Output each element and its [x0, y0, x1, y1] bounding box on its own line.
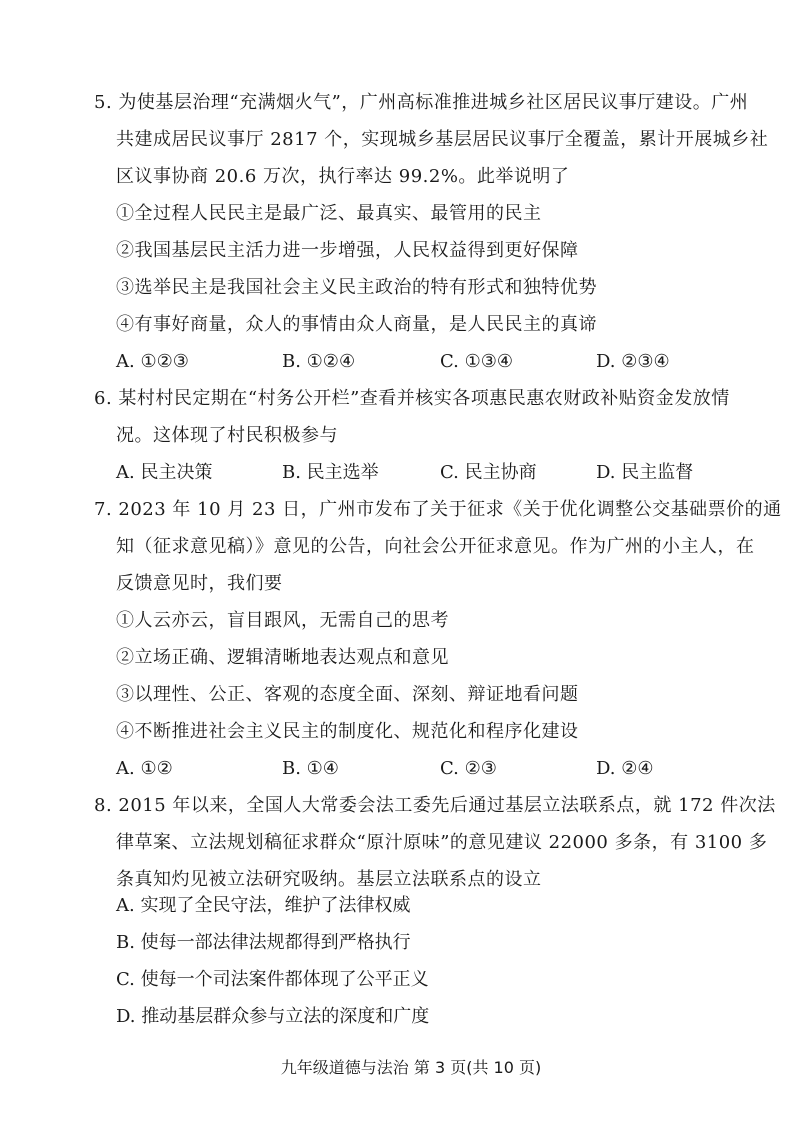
question-6-option-c: C. 民主协商 [440, 462, 537, 483]
question-6-option-d: D. 民主监督 [596, 462, 694, 483]
question-8-stem-line-1: 8. 2015 年以来，全国人大常委会法工委先后通过基层立法联系点，就 172 件次法 [94, 795, 776, 816]
question-7-statement-4: ④不断推进社会主义民主的制度化、规范化和程序化建设 [116, 721, 579, 742]
question-5-stem-line-1: 5. 为使基层治理“充满烟火气”，广州高标准推进城乡社区居民议事厅建设。广州 [94, 92, 749, 113]
question-7-option-d: D. ②④ [596, 758, 654, 779]
question-8-stem-line-2: 律草案、立法规划稿征求群众“原汁原味”的意见建议 22000 多条，有 3100 多 [116, 832, 768, 853]
question-5-stem-line-3: 区议事协商 20.6 万次，执行率达 99.2%。此举说明了 [116, 166, 570, 187]
question-7-stem-line-3: 反馈意见时，我们要 [116, 573, 283, 594]
question-7-stem-line-2: 知（征求意见稿）》意见的公告，向社会公开征求意见。作为广州的小主人，在 [116, 536, 755, 557]
question-7-option-c: C. ②③ [440, 758, 497, 779]
question-8-option-c: C. 使每一个司法案件都体现了公平正义 [116, 969, 429, 990]
question-6-option-b: B. 民主选举 [282, 462, 379, 483]
question-5-option-b: B. ①②④ [282, 351, 356, 372]
question-8-stem [94, 787, 776, 898]
page-footer: 九年级道德与法治 第 3 页(共 10 页) [280, 1058, 542, 1077]
question-5-option-a: A. ①②③ [116, 351, 189, 372]
question-7-statement-1: ①人云亦云，盲目跟风，无需自己的思考 [116, 610, 449, 631]
question-8-option-d: D. 推动基层群众参与立法的深度和广度 [116, 1006, 430, 1027]
question-8-option-a: A. 实现了全民守法，维护了法律权威 [116, 895, 411, 916]
question-7-stem-line-1: 7. 2023 年 10 月 23 日，广州市发布了关于征求《关于优化调整公交基础票价的通 [94, 499, 782, 520]
question-7-option-b: B. ①④ [282, 758, 339, 779]
question-8-stem-line-3: 条真知灼见被立法研究吸纳。基层立法联系点的设立 [116, 869, 542, 890]
question-5-statement-4: ④有事好商量，众人的事情由众人商量，是人民民主的真谛 [116, 314, 597, 335]
question-8-option-b: B. 使每一部法律法规都得到严格执行 [116, 932, 411, 953]
question-5-statement-2: ②我国基层民主活力进一步增强，人民权益得到更好保障 [116, 240, 579, 261]
question-5-statement-1: ①全过程人民民主是最广泛、最真实、最管用的民主 [116, 203, 542, 224]
question-6-stem-line-1: 6. 某村村民定期在“村务公开栏”查看并核实各项惠民惠农财政补贴资金发放情 [94, 388, 730, 409]
question-5-option-c: C. ①③④ [440, 351, 513, 372]
question-6-option-a: A. 民主决策 [116, 462, 213, 483]
question-5-stem-line-2: 共建成居民议事厅 2817 个，实现城乡基层居民议事厅全覆盖，累计开展城乡社 [116, 129, 769, 150]
question-7-option-a: A. ①② [116, 758, 173, 779]
question-5-statement-3: ③选举民主是我国社会主义民主政治的特有形式和独特优势 [116, 277, 597, 298]
question-7-stem [94, 491, 782, 602]
question-6-stem [94, 380, 754, 454]
question-6-stem-line-2: 况。这体现了村民积极参与 [116, 425, 338, 446]
question-7-statement-2: ②立场正确、逻辑清晰地表达观点和意见 [116, 647, 449, 668]
question-5-stem [94, 84, 769, 195]
question-7-statement-3: ③以理性、公正、客观的态度全面、深刻、辩证地看问题 [116, 684, 579, 705]
question-5-option-d: D. ②③④ [596, 351, 670, 372]
